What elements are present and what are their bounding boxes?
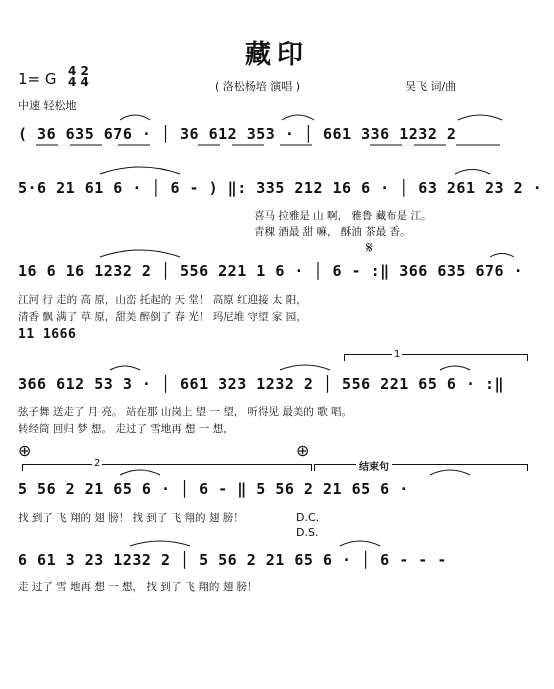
score-row-5: 5 56 2 21 65 6 · │ 6 - ‖ 5 56 2 21 65 6 ·: [18, 480, 409, 498]
lyric-row-4-verse-2: 转经筒 回归 梦 想。 走过了 雪地再 想 一 想，: [18, 423, 234, 435]
alternate-notes: 11 1666: [18, 327, 77, 342]
lyric-row-4-verse-1: 弦子舞 送走了 月 亮。 站在那 山岗上 望 一 望， 听得见 最美的 歌 唱。: [18, 406, 353, 418]
lyricist-composer-credit: 吴飞 词/曲: [405, 80, 457, 93]
lyric-row-2-verse-2: 青稞 酒最 甜 嘛， 酥油 茶最 香。: [254, 226, 411, 238]
lyric-row-2-verse-1: 喜马 拉雅是 山 啊， 雅鲁 藏布是 江。: [254, 210, 432, 222]
volta-2-label: 2: [94, 458, 101, 469]
tempo-marking: 中速 轻松地: [18, 99, 77, 112]
lyric-row-3-verse-2: 清香 飘 满了 草 原，甜美 醉倒了 春 光！ 玛尼堆 守望 家 园，: [18, 311, 307, 323]
score-row-6: 6 61 3 23 1232 2 │ 5 56 2 21 65 6 · │ 6 - - -: [18, 551, 447, 569]
lyric-row-6: 走 过了 雪 地再 想 一 想， 找 到了 飞 翔的 翅 膀！: [18, 581, 258, 593]
score-row-4: 366 612 53 3 · │ 661 323 1232 2 │ 556 221 65 6 · :‖: [18, 375, 505, 393]
lyric-row-3-verse-1: 江河 行 走的 高 原，山峦 托起的 天 堂！ 高原 红迎接 太 阳，: [18, 294, 307, 306]
da-capo-mark: D.C.: [296, 511, 320, 524]
score-row-1: ( 36 635 676 · │ 36 612 353 · │ 661 336 1232 2: [18, 125, 457, 143]
lyric-row-5: 找 到了 飞 翔的 翅 膀！ 找 到了 飞 翔的 翅 膀！: [18, 512, 244, 524]
segno-sign: 𝄋: [366, 238, 373, 257]
time-signature: 4 2 4 4: [68, 64, 89, 89]
score-row-2: 5·6 21 61 6 · │ 6 - ) ‖: 335 212 16 6 · │ 63 261 23 2 ·: [18, 179, 543, 197]
coda-sign-right: ⊕: [296, 441, 310, 460]
volta-1-label: 1: [394, 349, 401, 360]
page-title: 藏印: [244, 40, 309, 70]
coda-sign-left: ⊕: [18, 441, 32, 460]
key-signature: 1= G: [18, 70, 57, 88]
score-row-3: 16 6 16 1232 2 │ 556 221 1 6 · │ 6 - :‖ 366 635 676 ·: [18, 262, 524, 280]
ending-label: 结束句: [356, 458, 392, 473]
performer-credit: ( 洛松杨培 演唱 ): [215, 80, 301, 93]
dal-segno-mark: D.S.: [296, 526, 319, 539]
